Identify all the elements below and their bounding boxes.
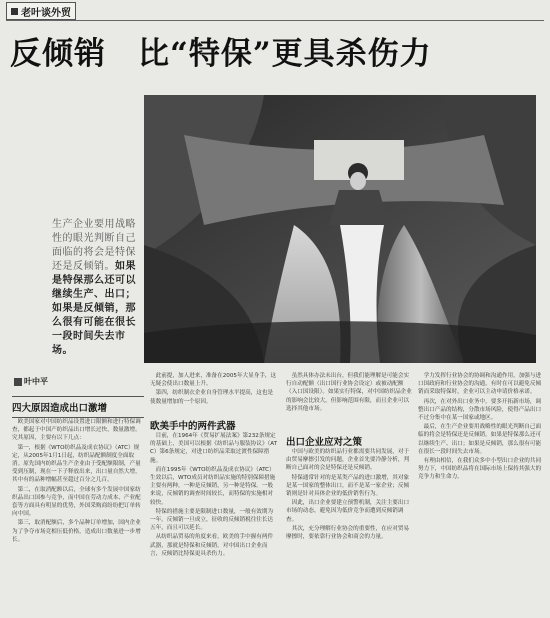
section-heading-3: 出口企业应对之策 <box>286 437 363 448</box>
body-column-3 <box>286 448 412 614</box>
column-tag-marker <box>11 8 18 15</box>
paragraph: 而在1995年《WTO纺织品及成衣协议》（ATC）生效以后，WTO成员对纺织品实施的特别保障措施主要有两种，一种是反倾销，另一种是特保。一般来说，反倾销的调查时间较长，而特保的实施相对较快。 <box>150 466 276 506</box>
paragraph: 其次，充分理解行业协会的重要性，在应对贸易摩擦时，要依靠行业协会和商会的力量。 <box>286 525 410 541</box>
paragraph: 欧美国家对中国纺织品设置进口限额和进行特保调查，都起于中国产纺织品出口增长过快，数量激增。究其原因，主要有以下几点： <box>12 419 141 442</box>
paragraph: 第三，取消配额后，多个品种订单增加，国内企业为了争夺市场竞相压低价格，造成出口数量进一步增长。 <box>12 520 141 543</box>
article-photo <box>144 95 536 363</box>
body-column-1 <box>12 418 142 614</box>
body-column-2-top <box>150 372 278 414</box>
header-rule <box>6 20 544 21</box>
column-tag-label: 老叶谈外贸 <box>21 7 71 19</box>
column-tag <box>6 2 76 20</box>
byline-marker <box>14 378 22 386</box>
body-column-4 <box>418 372 542 614</box>
body-column-2 <box>150 432 278 614</box>
pull-quote <box>52 218 138 358</box>
byline <box>14 376 48 387</box>
paragraph: 虽然具体办法未出台，但我们能理解是可能会实行自动配额（出口国行业协会设定）或被动配额（入口国设限）。如果实行特保，对中国纺织品企业的影响会比较大，但影响范围有限，而且企业可以选择其他市场。 <box>286 373 412 412</box>
paragraph: 再次，在对外出口业务中，要多开拓新市场，调整出口产品的结构，分散市场风险，使得产品出口不过分集中在某一国家或地区。 <box>418 398 542 422</box>
paragraph: 从纺织品贸易的角度来看，欧美的手中握有两件武器，那就是特保和反倾销。对中国出口企业而言，反倾销比特保更具杀伤力。 <box>150 534 274 557</box>
pull-quote-part2: 如果是特保那么还可以继续生产、出口；如果是反倾销，那么很有可能在很长一段时间失去市场。 <box>52 261 136 356</box>
paragraph: 特保通常针对的是某类产品的进口激增，其对象是某一国家的整体出口，而不是某一家企业；反倾销则是针对具体企业的低价销售行为。 <box>286 474 410 498</box>
author-name: 叶中平 <box>24 377 48 386</box>
paragraph: 此前提，加人进来，准备在2005年大显身手，这无疑会使出口数量上升。 <box>150 373 277 388</box>
pull-quote-part1: 生产企业要用战略性的眼光判断自己面临的将会是特保还是反倾销。 <box>52 219 136 272</box>
section-heading-2: 欧美手中的两件武器 <box>150 421 236 432</box>
paragraph: 目前，在1964年《贸易扩展法案》第232条规定的基础上，美国可以根据《纺织品与服装协议》（ATC）第6条规定，对进口纺织品采取过渡性保障措施。 <box>150 433 278 464</box>
paragraph: 因此，出口企业要建立预警机制，关注主要出口市场的动态，避免因为低价竞争而遭到反倾销调查。 <box>286 500 410 523</box>
headline: 反倾销 比“特保”更具杀伤力 <box>10 36 432 72</box>
paragraph: 中国与欧美的纺织品行业都需要共同发展，对于由贸易摩擦引发的问题，企业首先要冷静分析，判断自己面对的会是特保还是反倾销。 <box>286 449 410 472</box>
paragraph: 有理由相信，在我们众多中小型出口企业的共同努力下，中国纺织品将在国际市场上保持其强大的竞争力和生命力。 <box>418 458 542 481</box>
paragraph: 最后，在生产企业要用战略性的眼光判断自己面临的将会是特保还是反倾销。如果是特保那么还可以继续生产、出口；如果是反倾销，那么很有可能在很长一段时间失去市场。 <box>418 424 542 455</box>
paragraph: 第二，在取消配额以后，全球有多个发展中国家纺织品出口国参与竞争，而中国在劳动力成本、产业配套等方面具有明显的优势，外国采购商纷纷把订单转向中国。 <box>12 486 141 518</box>
fabric-photo-image <box>144 95 536 363</box>
section-heading-1: 四大原因造成出口激增 <box>12 396 144 418</box>
body-column-3-top <box>286 372 412 432</box>
paragraph: 第一，根据《WTO纺织品及成衣协议》（ATC）规定，从2005年1月1日起，纺织品配额制度全面取消。原先国内纺织品生产企业由于受配额限制，产量受到压制，现在一下子释放出来，出口量自然大增，其中有的品种增幅甚至超过百分之几百。 <box>12 444 141 484</box>
paragraph: 特保的措施主要是限制进口数量，一般有效期为一年。反倾销一旦成立，征收的反倾销税往往长达五年，而且可以延长。 <box>150 508 274 532</box>
paragraph: 学力发挥行业协会的协调和沟通作用，加强与进口国政府和行业协会的沟通，有时在可以避免反倾销而采取特保时，企业可以主动申请价格承诺。 <box>418 373 542 396</box>
paragraph: 第四，纺织制衣企业自身管理水平提高，这也是使数量增加的一个原因。 <box>150 390 274 405</box>
